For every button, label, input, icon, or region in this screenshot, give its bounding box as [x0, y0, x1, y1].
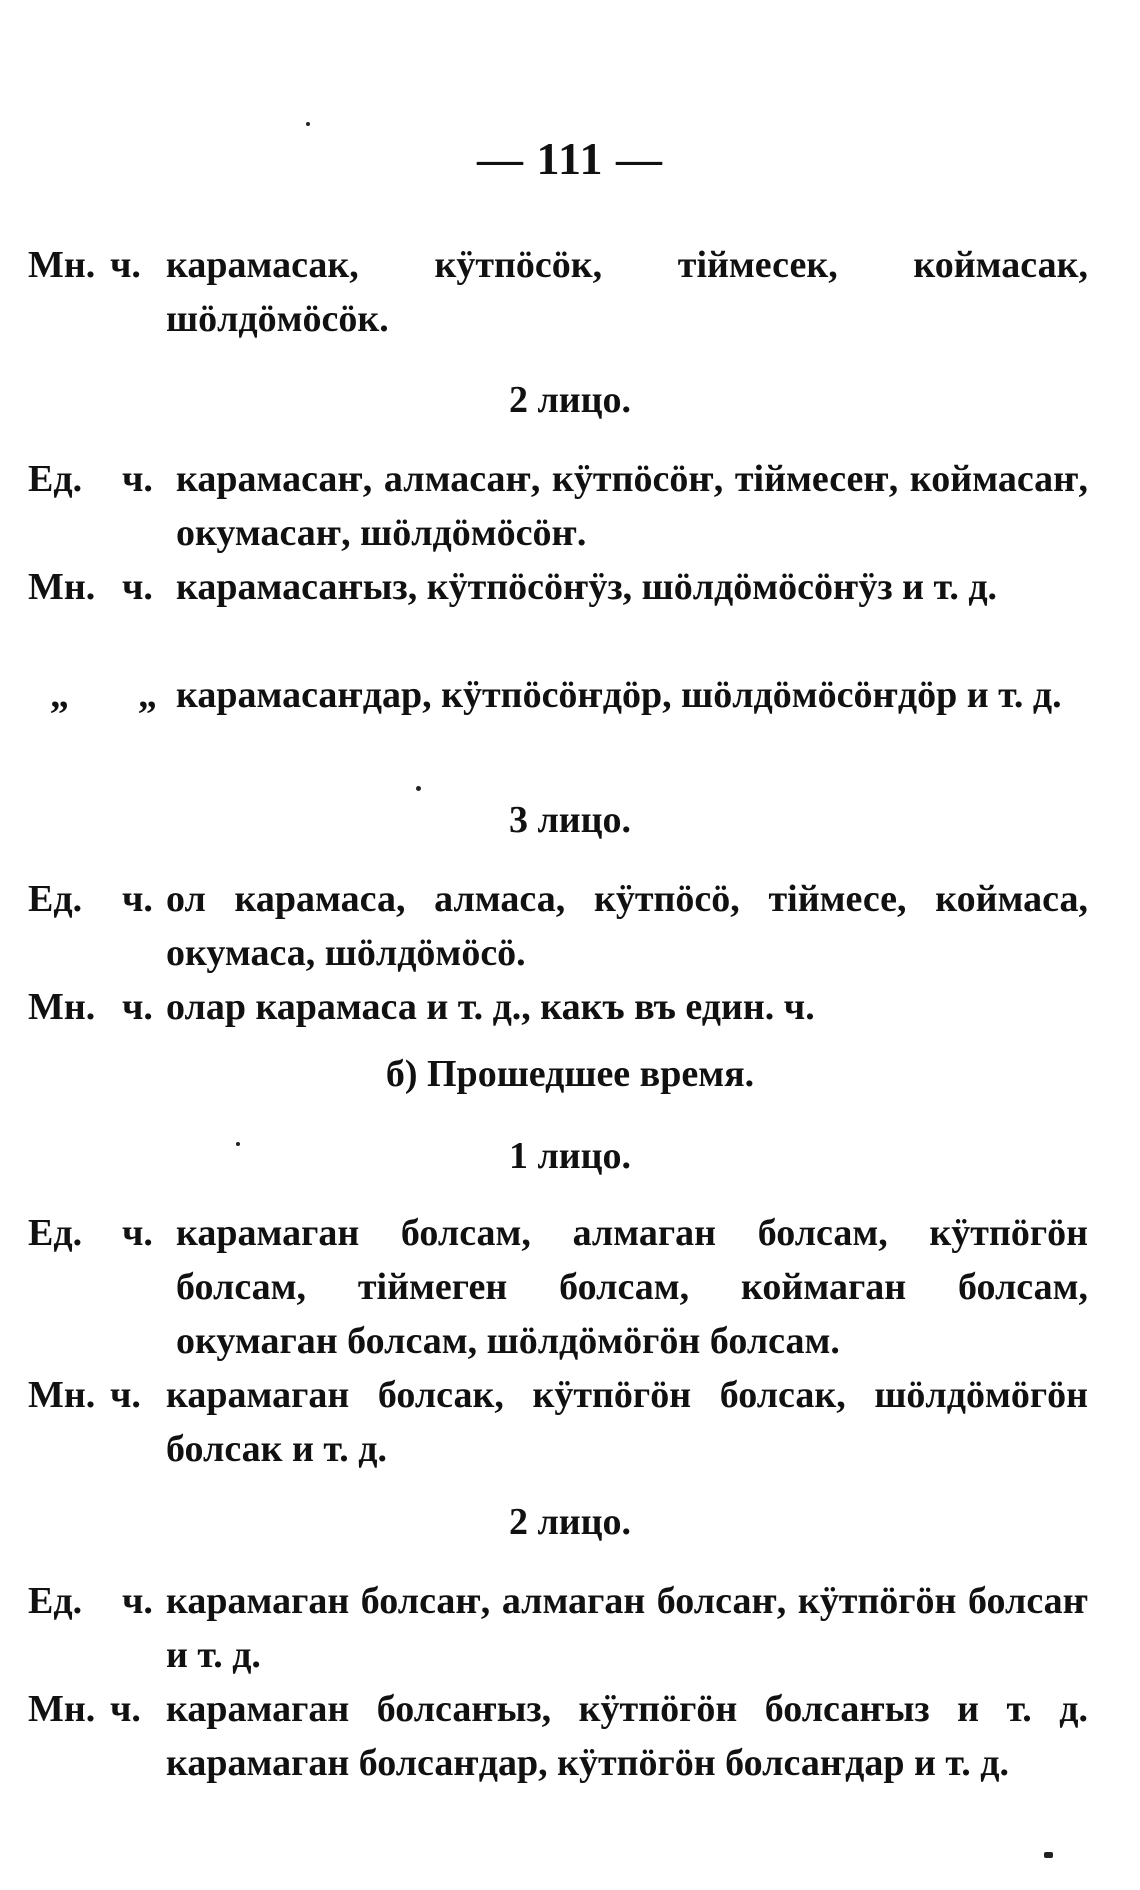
paradigm-forms: карамаган болсак, кӱтпӧгӧн болсак, шӧлдӧмӧгӧн болсак и т. д. — [166, 1374, 1088, 1470]
paradigm-forms: карамаган болсаҥ, алмаган болсаҥ, кӱтпӧгӧн болсаҥ и т. д. — [166, 1580, 1088, 1676]
paradigm-entry — [28, 1682, 1088, 1790]
scan-speck — [306, 122, 310, 126]
paradigm-entry — [28, 872, 1088, 980]
case-label: ч. — [122, 1212, 153, 1254]
number-label: Ед. — [28, 458, 83, 500]
number-label: Мн. — [28, 1688, 96, 1730]
scan-speck — [416, 786, 421, 791]
ditto-mark: „ — [138, 674, 157, 716]
number-label: Ед. — [28, 1212, 83, 1254]
paradigm-entry — [28, 1574, 1088, 1682]
case-label: ч. — [110, 1688, 141, 1730]
paradigm-entry — [28, 668, 1088, 722]
paradigm-entry — [28, 560, 1088, 614]
number-label: Мн. — [28, 244, 96, 286]
ditto-mark: „ — [50, 674, 69, 716]
paradigm-entry — [28, 1206, 1088, 1368]
page-number: — 111 — — [477, 133, 663, 184]
case-label: ч. — [110, 244, 141, 286]
tense-heading: б) Прошедшее время. — [385, 1053, 755, 1095]
case-label: ч. — [122, 458, 153, 500]
number-label: Мн. — [28, 986, 96, 1028]
case-label: ч. — [122, 1580, 153, 1622]
case-label: ч. — [122, 878, 153, 920]
paradigm-forms: карамаган болсам, алмаган болсам, кӱтпӧгӧн болсам, тіймеген болсам, коймаган болсам, окумаган болсам, шӧлдӧмӧгӧн болсам. — [176, 1212, 1088, 1362]
paradigm-forms: карамасак, кӱтпӧсӧк, тіймесек, коймасак, шӧлдӧмӧсӧк. — [166, 244, 1088, 340]
paradigm-entry — [28, 238, 1088, 346]
person-heading: 2 лицо. — [508, 1501, 632, 1543]
paradigm-forms: карамасаҥдар, кӱтпӧсӧҥдӧр, шӧлдӧмӧсӧҥдӧр и т. д. — [176, 674, 1062, 716]
paradigm-forms: олар карамаса и т. д., какъ въ един. ч. — [166, 986, 815, 1028]
number-label: Ед. — [28, 1580, 83, 1622]
person-heading: 2 лицо. — [508, 379, 632, 421]
paradigm-entry — [28, 452, 1088, 560]
paradigm-entry — [28, 1368, 1088, 1476]
case-label: ч. — [122, 566, 153, 608]
number-label: Ед. — [28, 878, 83, 920]
paradigm-forms: карамаган болсаҥыз, кӱтпӧгӧн болсаҥыз и т. д. карамаган болсаҥдар, кӱтпӧгӧн болсаҥдар и т. д. — [166, 1688, 1088, 1784]
paradigm-forms: ол карамаса, алмаса, кӱтпӧсӧ, тіймесе, коймаса, окумаса, шӧлдӧмӧсӧ. — [166, 878, 1088, 974]
paradigm-forms: карамасаҥыз, кӱтпӧсӧҥӱз, шӧлдӧмӧсӧҥӱз и т. д. — [176, 566, 998, 608]
person-heading: 3 лицо. — [508, 799, 632, 841]
number-label: Мн. — [28, 566, 96, 608]
paradigm-entry — [28, 980, 1088, 1034]
person-heading: 1 лицо. — [508, 1135, 632, 1177]
scan-speck — [1044, 1852, 1053, 1858]
paradigm-forms: карамасаҥ, алмасаҥ, кӱтпӧсӧҥ, тіймесеҥ, коймасаҥ, окумасаҥ, шӧлдӧмӧсӧҥ. — [176, 458, 1088, 554]
case-label: ч. — [110, 1374, 141, 1416]
scan-speck — [236, 1142, 240, 1146]
number-label: Мн. — [28, 1374, 96, 1416]
case-label: ч. — [122, 986, 153, 1028]
